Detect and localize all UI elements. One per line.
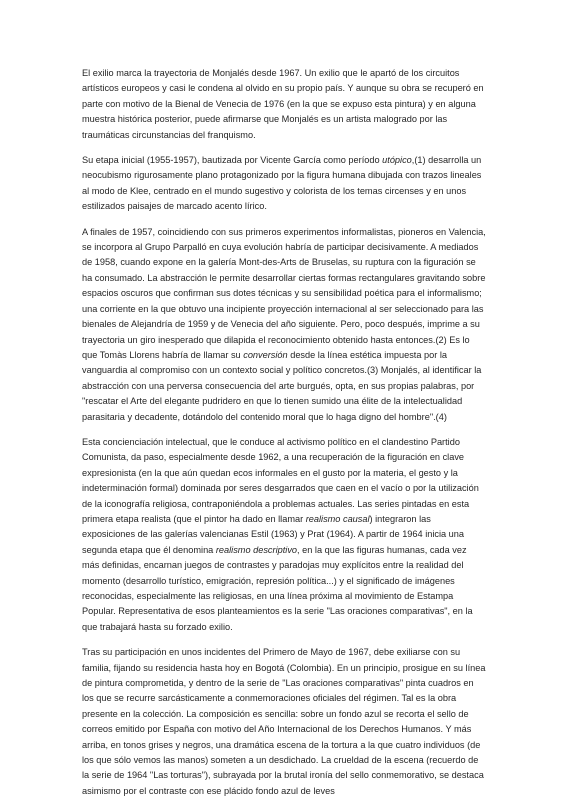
paragraph	[82, 66, 486, 143]
text-run: ) integraron las exposiciones de las galerías valencianas Estil (1963) y Prat (1964). A partir de 1964 inicia una segunda etapa que él denomina	[82, 513, 465, 555]
text-run: ,(1) desarrolla un neocubismo rigurosamente plano protagonizado por la figura humana dibujada con trazos lineales al modo de Klee, centrado en el mundo sugestivo y colorista de los temas circenses y en unos estilizados paisajes de marcado acento lírico.	[82, 155, 482, 212]
paragraph	[82, 435, 486, 635]
text-run: El exilio marca la trayectoria de Monjalés desde 1967. Un exilio que le apartó de los circuitos artísticos europeos y casi le condena al olvido en su propio país. Y aunque su obra se recuperó en parte con motivo de la Bienal de Venecia de 1976 (en la que se expuso esta pintura) y en alguna muestra histórica posterior, puede afirmarse que Monjalés es un artista malogrado por las traumáticas circunstancias del franquismo.	[82, 68, 484, 140]
text-run: Esta concienciación intelectual, que le conduce al activismo político en el clandestino Partido Comunista, da paso, especialmente desde 1962, a una recuperación de la figuración en clave expresionista (en la que aún quedan ecos informales en el gusto por la materia, el gesto y la indeterminación formal) dominada por seres desgarrados que caen en el vacío o por la utilización de la iconografía religiosa, contraponiéndola a problemas actuales. Las series pintadas en esta primera etapa realista (que el pintor ha dado en llamar	[82, 436, 479, 524]
italic-term: realismo causal	[305, 513, 370, 524]
text-run: A finales de 1957, coincidiendo con sus primeros experimentos informalistas, pioneros en Valencia, se incorpora al Grupo Parpalló en cuya evolución habría de participar decisivamente. A mediados de 1958, cuando expone en la galería Mont-des-Arts de Bruselas, su ruptura con la figuración se ha consumado. La abstracción le permite desarrollar ciertas formas rectangulares gravitando sobre espacios oscuros que confirman sus dotes técnicas y su sensibilidad poética para el informalismo; una corriente en la que obtuvo una incipiente proyección internacional al ser seleccionado para las bienales de Alejandría de 1959 y de Venecia del año siguiente. Pero, poco después, imprime a su trayectoria un giro inesperado que dilapida el reconocimiento obtenido hasta entonces.(2) Es lo que Tomàs Llorens habría de llamar su	[82, 226, 486, 360]
text-run: desde la línea estética impuesta por la vanguardia al compromiso con un contexto social y político concretos.(3) Monjalés, al identificar la abstracción con una perversa consecuencia del arte burgués, opta, en sus propias palabras, por "rescatar el Arte del elegante pudridero en que lo tienen sumido una élite de la intelectualidad parasitaria y decadente, dotándolo del contenido moral que lo haga digno del hombre".(4)	[82, 349, 482, 422]
text-run: , en la que las figuras humanas, cada vez más definidas, encarnan juegos de contrastes y paradojas muy explícitos entre la realidad del momento (desarrollo turístico, emigración, represión política...) y el significado de imágenes reconocidas, especialmente las religiosas, en una línea próxima al movimiento de Estampa Popular. Representativa de esos planteamientos es la serie "Las oraciones comparativas", en la que trabajará hasta su forzado exilio.	[82, 544, 473, 632]
text-run: Su etapa inicial (1955-1957), bautizada por Vicente García como período	[82, 155, 383, 166]
body-text	[82, 66, 486, 799]
paragraph	[82, 153, 486, 215]
text-run: Tras su participación en unos incidentes del Primero de Mayo de 1967, debe exiliarse con su familia, fijando su residencia hasta hoy en Bogotá (Colombia). En un principio, prosigue en su línea de pintura comprometida, y dentro de la serie de "Las oraciones comparativas" pinta cuadros en los que se recurre sarcásticamente a conmemoraciones oficiales del régimen. Tal es la obra presente en la colección. La composición es sencilla: sobre un fondo azul se recorta el sello de correos emitido por España con motivo del Año Internacional de los Derechos Humanos. Y más arriba, en tonos grises y negros, una dramática escena de la tortura a la que cuatro individuos (de los que sólo vemos las manos) someten a un desdichado. La crueldad de la escena (recuerdo de la serie de 1964 "Las torturas"), subrayada por la brutal ironía del sello conmemorativo, se destaca asimismo por el contraste con ese plácido fondo azul de leves	[82, 647, 486, 796]
paragraph	[82, 645, 486, 799]
italic-term: conversión	[243, 349, 288, 360]
paragraph	[82, 225, 486, 425]
italic-term: utópico	[382, 155, 412, 166]
italic-term: realismo descriptivo	[215, 544, 298, 555]
